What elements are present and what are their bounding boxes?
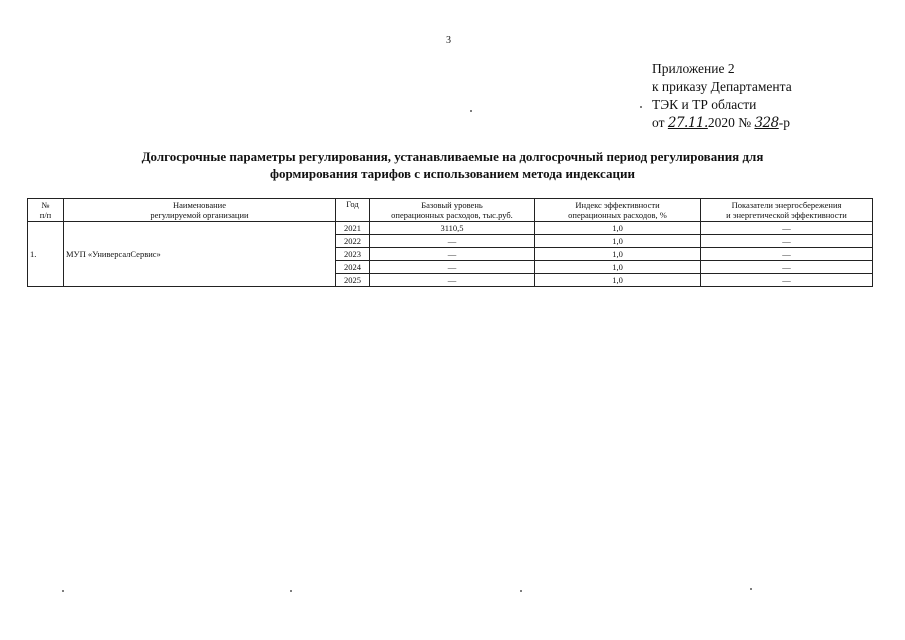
- efficiency-index-cell: 1,0: [535, 235, 701, 248]
- efficiency-index-cell: 1,0: [535, 274, 701, 287]
- date-prefix: от: [652, 115, 668, 130]
- table-row: [28, 222, 873, 235]
- table-header-row: [28, 199, 873, 222]
- base-level-cell: —: [370, 274, 535, 287]
- header-efficiency-index: [535, 199, 701, 222]
- header-year: [336, 199, 370, 222]
- base-level-cell: 3110,5: [370, 222, 535, 235]
- base-level-cell: —: [370, 261, 535, 274]
- scan-speck: [62, 590, 64, 592]
- energy-indicator-cell: —: [701, 248, 873, 261]
- header-number-line-2: п/п: [39, 210, 52, 220]
- document-title: [40, 148, 865, 182]
- header-energy-line-2: и энергетической эффективности: [726, 210, 847, 220]
- header-organization-line-2: регулируемой организации: [150, 210, 249, 220]
- efficiency-index-cell: 1,0: [535, 222, 701, 235]
- scan-speck: [470, 110, 472, 112]
- energy-indicator-cell: —: [701, 235, 873, 248]
- handwritten-date: 27.11.: [667, 115, 708, 131]
- appendix-line-3: ТЭК и ТР области: [652, 97, 757, 112]
- title-line-1: Долгосрочные параметры регулирования, устанавливаемые на долгосрочный период регулирования для: [141, 149, 764, 164]
- handwritten-order-number: 328: [754, 115, 779, 131]
- appendix-block: [652, 60, 792, 132]
- scan-speck: [640, 106, 642, 108]
- energy-indicator-cell: —: [701, 261, 873, 274]
- scan-speck: [750, 588, 752, 590]
- header-base-line-1: Базовый уровень: [421, 200, 483, 210]
- efficiency-index-cell: 1,0: [535, 261, 701, 274]
- header-number-line-1: №: [41, 200, 50, 210]
- order-suffix: -р: [778, 115, 790, 130]
- appendix-date-line: [652, 114, 792, 132]
- year-cell: 2025: [336, 274, 370, 287]
- appendix-line-1: Приложение 2: [652, 61, 735, 76]
- organization-cell: МУП «УниверсалСервис»: [64, 222, 336, 287]
- year-cell: 2024: [336, 261, 370, 274]
- parameters-table: [27, 198, 873, 287]
- header-organization-line-1: Наименование: [173, 200, 226, 210]
- header-index-line-1: Индекс эффективности: [575, 200, 660, 210]
- page-number: 3: [446, 35, 451, 46]
- base-level-cell: —: [370, 235, 535, 248]
- header-base-line-2: операционных расходов, тыс.руб.: [391, 210, 513, 220]
- scan-speck: [520, 590, 522, 592]
- header-energy-line-1: Показатели энергосбережения: [731, 200, 842, 210]
- year-cell: 2021: [336, 222, 370, 235]
- energy-indicator-cell: —: [701, 274, 873, 287]
- header-organization: [64, 199, 336, 222]
- appendix-line-2: к приказу Департамента: [652, 79, 792, 94]
- header-year-label: Год: [346, 199, 359, 209]
- energy-indicator-cell: —: [701, 222, 873, 235]
- year-cell: 2022: [336, 235, 370, 248]
- year-cell: 2023: [336, 248, 370, 261]
- efficiency-index-cell: 1,0: [535, 248, 701, 261]
- base-level-cell: —: [370, 248, 535, 261]
- title-line-2: формирования тарифов с использованием метода индексации: [270, 166, 635, 181]
- row-number-cell: 1.: [28, 222, 64, 287]
- header-index-line-2: операционных расходов, %: [568, 210, 667, 220]
- date-year-number: 2020 №: [707, 115, 755, 130]
- scan-speck: [290, 590, 292, 592]
- header-number: [28, 199, 64, 222]
- header-energy-indicators: [701, 199, 873, 222]
- header-base-level: [370, 199, 535, 222]
